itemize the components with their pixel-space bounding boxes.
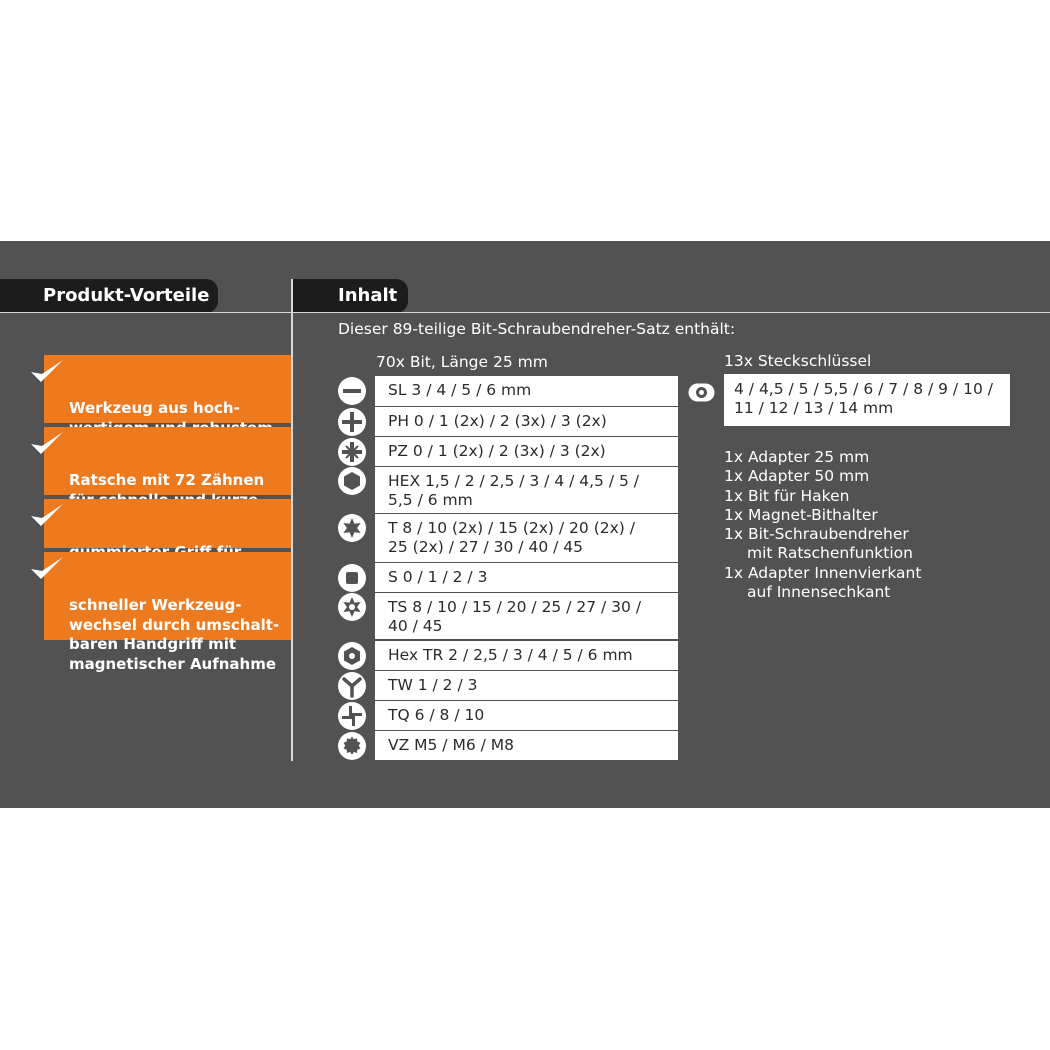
socket-sizes: 4 / 4,5 / 5 / 5,5 / 6 / 7 / 8 / 9 / 10 / 11 / 12 / 13 / 14 mm	[724, 374, 1010, 426]
divider	[292, 312, 1050, 313]
content-panel	[0, 241, 1050, 808]
accessory-item: 1x Bit für Haken	[724, 486, 850, 505]
bit-row	[338, 701, 678, 730]
bit-spec: SL 3 / 4 / 5 / 6 mm	[375, 376, 678, 406]
accessory-item: 1x Adapter 50 mm	[724, 467, 870, 486]
bit-spec: PZ 0 / 1 (2x) / 2 (3x) / 3 (2x)	[375, 437, 678, 466]
bit-spec: VZ M5 / M6 / M8	[375, 731, 678, 760]
accessory-list	[724, 448, 921, 602]
bit-row	[338, 407, 678, 436]
checkmark-icon	[28, 501, 66, 531]
pozidriv-icon	[338, 438, 366, 466]
spline-icon	[338, 732, 366, 760]
bit-row	[338, 467, 678, 513]
accessory-item: auf Innensechkant	[747, 583, 891, 602]
divider	[0, 312, 292, 313]
benefit-item	[44, 552, 291, 673]
bit-row	[338, 641, 678, 670]
accessory-item: 1x Adapter Innenvierkant	[724, 563, 922, 582]
bit-row	[338, 731, 678, 760]
square-icon	[338, 564, 366, 592]
section-tab-advantages: Produkt-Vorteile	[0, 279, 218, 313]
tri-wing-icon	[338, 672, 366, 700]
accessory-item: 1x Magnet-Bithalter	[724, 505, 878, 524]
bit-spec: Hex TR 2 / 2,5 / 3 / 4 / 5 / 6 mm	[375, 641, 678, 670]
bit-row	[338, 671, 678, 700]
checkmark-icon	[28, 429, 66, 459]
slotted-icon	[338, 377, 366, 405]
torq-set-icon	[338, 702, 366, 730]
bit-spec: TQ 6 / 8 / 10	[375, 701, 678, 730]
bit-spec: TS 8 / 10 / 15 / 20 / 25 / 27 / 30 / 40 / 45	[375, 593, 678, 639]
bit-spec: TW 1 / 2 / 3	[375, 671, 678, 700]
bit-spec: T 8 / 10 (2x) / 15 (2x) / 20 (2x) / 25 (2x) / 27 / 30 / 40 / 45	[375, 514, 678, 562]
accessory-item: 1x Adapter 25 mm	[724, 448, 870, 466]
hex-tamper-icon	[338, 642, 366, 670]
section-tab-contents: Inhalt	[292, 279, 408, 313]
vertical-divider	[291, 279, 293, 761]
bit-row	[338, 437, 678, 466]
bits-heading: 70x Bit, Länge 25 mm	[376, 353, 548, 371]
accessory-item: mit Ratschenfunktion	[747, 544, 913, 563]
hex-icon	[338, 467, 366, 495]
benefit-item	[44, 427, 291, 495]
benefit-text: Ratsche mit 72 Zähnen	[69, 471, 265, 489]
checkmark-icon	[28, 554, 66, 584]
bit-row	[338, 376, 678, 406]
bit-spec: S 0 / 1 / 2 / 3	[375, 563, 678, 592]
bit-spec: PH 0 / 1 (2x) / 2 (3x) / 3 (2x)	[375, 407, 678, 436]
benefit-text: schneller Werkzeug- wechsel durch umschalt- baren Handgriff mit magnetischer Aufnahme	[69, 596, 280, 673]
checkmark-icon	[28, 357, 66, 387]
bit-row	[338, 563, 678, 592]
socket-icon	[688, 383, 715, 402]
bit-spec: HEX 1,5 / 2 / 2,5 / 3 / 4 / 4,5 / 5 / 5,5 / 6 mm	[375, 467, 678, 513]
bit-row	[338, 593, 678, 639]
benefit-item	[44, 499, 291, 548]
contents-subtitle: Dieser 89-teilige Bit-Schraubendreher-Satz enthält:	[338, 320, 736, 338]
sockets-heading: 13x Steckschlüssel	[724, 352, 872, 370]
bit-row	[338, 514, 678, 562]
accessory-item: 1x Bit-Schraubendreher	[724, 525, 909, 544]
benefit-item	[44, 355, 291, 423]
benefit-text: Werkzeug aus hoch-	[69, 399, 240, 417]
torx-icon	[338, 514, 366, 542]
torx-security-icon	[338, 593, 366, 621]
phillips-icon	[338, 408, 366, 436]
